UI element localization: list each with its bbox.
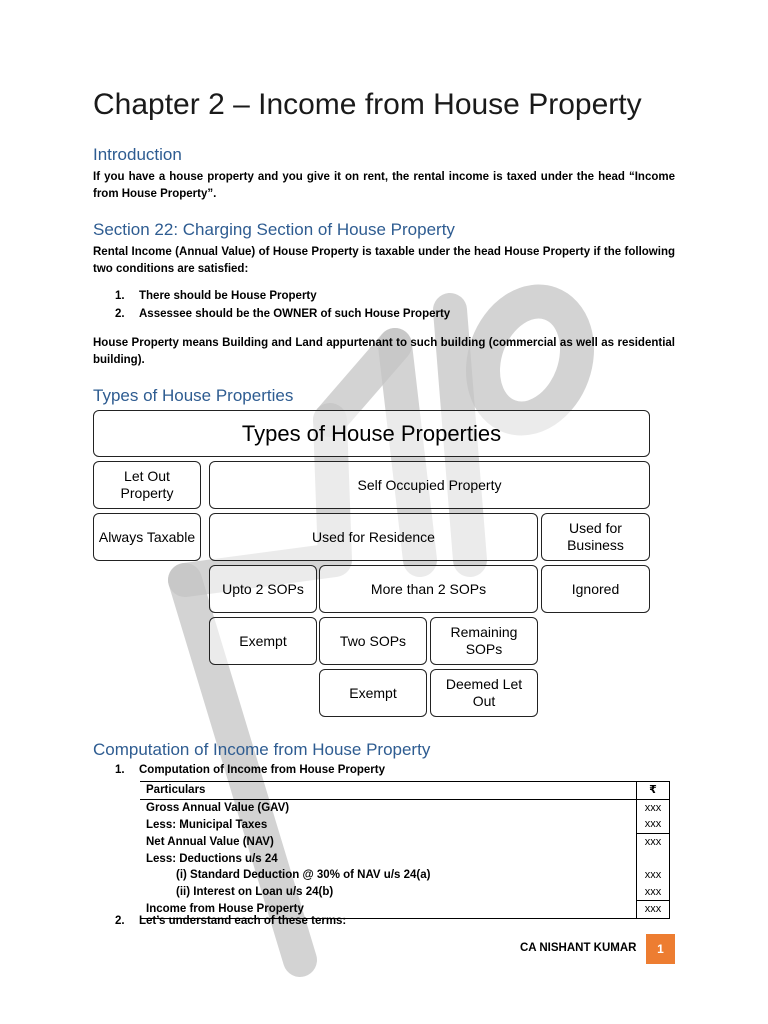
- row-amount: xxx: [637, 867, 670, 884]
- list-number: 2.: [115, 915, 125, 927]
- computation-table: [140, 781, 670, 919]
- always-taxable-box: Always Taxable: [93, 513, 201, 561]
- row-label: Gross Annual Value (GAV): [146, 801, 290, 814]
- two-sops-box: Two SOPs: [319, 617, 427, 665]
- row-label: (ii) Interest on Loan u/s 24(b): [176, 886, 334, 899]
- section22-text: Rental Income (Annual Value) of House Property is taxable under the head House Property if the following two conditions are satisfied:: [93, 246, 675, 275]
- computation-item-1: [115, 764, 385, 776]
- computation-heading: Computation of Income from House Property: [93, 740, 431, 759]
- computation-item-2: [115, 915, 346, 927]
- row-amount: xxx: [637, 884, 670, 901]
- list-number: 1.: [115, 290, 125, 302]
- upto-2-sops-box: Upto 2 SOPs: [209, 565, 317, 613]
- row-amount: xxx: [637, 833, 670, 850]
- row-label: Less: Deductions u/s 24: [146, 852, 278, 865]
- page-title: Chapter 2 – Income from House Property: [93, 88, 642, 121]
- condition-item-1: [115, 290, 317, 302]
- used-for-residence-box: Used for Residence: [209, 513, 538, 561]
- table-row: [140, 884, 670, 901]
- list-number: 1.: [115, 764, 125, 776]
- exempt-box-2: Exempt: [319, 669, 427, 717]
- page-number-badge: 1: [646, 934, 675, 964]
- condition-item-2: [115, 308, 450, 320]
- row-amount: [637, 850, 670, 867]
- let-out-property-box: Let Out Property: [93, 461, 201, 509]
- header-rupee-symbol: ₹: [637, 782, 670, 800]
- remaining-sops-box: Remaining SOPs: [430, 617, 538, 665]
- row-amount: xxx: [637, 901, 670, 919]
- row-label: Less: Municipal Taxes: [146, 818, 268, 831]
- table-header-row: [140, 782, 670, 800]
- diagram-title-box: Types of House Properties: [93, 410, 650, 457]
- list-text: There should be House Property: [139, 290, 317, 302]
- exempt-box-1: Exempt: [209, 617, 317, 665]
- list-number: 2.: [115, 308, 125, 320]
- self-occupied-property-box: Self Occupied Property: [209, 461, 650, 509]
- used-for-business-box: Used for Business: [541, 513, 650, 561]
- types-heading: Types of House Properties: [93, 386, 294, 405]
- row-label: Net Annual Value (NAV): [146, 835, 274, 848]
- table-row: [140, 816, 670, 833]
- more-than-2-sops-box: More than 2 SOPs: [319, 565, 538, 613]
- list-text: Computation of Income from House Property: [139, 764, 385, 776]
- list-text: Let’s understand each of these terms:: [139, 915, 347, 927]
- intro-text: If you have a house property and you give it on rent, the rental income is taxed under the head “Income from House Property”.: [93, 171, 675, 200]
- deemed-let-out-box: Deemed Let Out: [430, 669, 538, 717]
- row-amount: xxx: [637, 799, 670, 816]
- row-label: (i) Standard Deduction @ 30% of NAV u/s 24(a): [176, 869, 431, 882]
- intro-heading: Introduction: [93, 145, 182, 164]
- house-property-definition: House Property means Building and Land appurtenant to such building (commercial as well as residential building).: [93, 337, 675, 366]
- ignored-box: Ignored: [541, 565, 650, 613]
- row-label: Income from House Property: [140, 901, 637, 919]
- table-row: [140, 867, 670, 884]
- table-row: [140, 799, 670, 816]
- table-row: [140, 850, 670, 867]
- section22-heading: Section 22: Charging Section of House Property: [93, 220, 455, 239]
- table-row: [140, 833, 670, 850]
- footer-author: CA NISHANT KUMAR: [520, 942, 637, 954]
- header-particulars: Particulars: [140, 782, 637, 800]
- row-amount: xxx: [637, 816, 670, 833]
- list-text: Assessee should be the OWNER of such House Property: [139, 308, 451, 320]
